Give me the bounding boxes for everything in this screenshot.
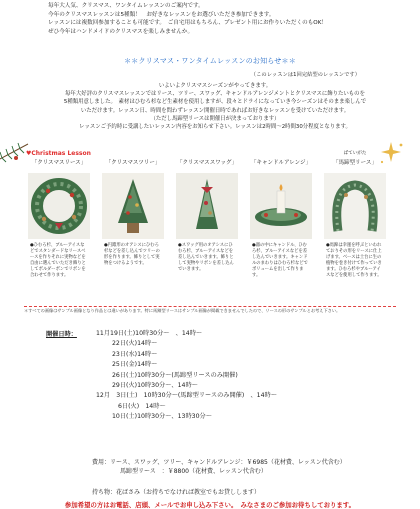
intro-line: 今年のクリスマスレッスンは5種類！ お好きなレッスンをお選びいただき参加できます。: [48, 11, 275, 18]
closing-message: 参加希望の方はお電話、店頭、メールでお申し込み下さい。 みなさまのご参加お待ちしております。: [64, 501, 356, 509]
lesson-desc: ●ひむろ杉、ブルーアイスなどでスタンダードなリースベースを作りそれに実物などを自由に選んでいただき飾りとしてボルダーボンでリボンを合わせて作ります。: [30, 243, 86, 278]
date-line: 22日(火)14時～: [112, 340, 158, 348]
christmas-lesson-label: ♥Christmas Lesson: [26, 150, 91, 157]
lesson-desc: ●器の中にキャンドル、ひむろ杉、ブルーアイスなどを差し込んでいきます。キャンドルのまわりはひむろ杉などでボリュームを出して作ります。: [252, 243, 308, 278]
fee-line: 費用：リース、スワッグ、ツリー、キャンドルアレンジ：￥6985（花材費、レッスン代含む）: [92, 459, 346, 466]
lesson-name: 「馬蹄型リース」: [333, 160, 377, 166]
lesson-card-tree: [102, 159, 164, 267]
fee-line: 馬蹄型リース ：￥8800（花材費、レッスン代含む）: [120, 468, 267, 475]
body-line: レッスンご予約時に受講したいレッスン内容をお知らせ下さい。レッスンは2時間〜2時間30分程度となります。: [79, 124, 351, 131]
date-line: 25日(金)14時～: [112, 361, 158, 369]
section-sub-note: （このレッスンは1回完結型のレッスンです）: [250, 72, 360, 78]
date-line: 10日(土)10時30分～、13時30分～: [112, 413, 212, 421]
dates-list: [96, 329, 277, 423]
lesson-card-wreath: [28, 159, 90, 279]
date-line: 26日(土)10時30分～(馬蹄型リースのみ開催): [112, 371, 238, 379]
lesson-desc: ●円錐形のオアシスにひむろ杉などを差し込んでツリーの形を作ります。飾りとして実物をつけるようです。: [104, 243, 160, 266]
intro-line: レッスンには複数回参加することも可能です。 ご自宅用はもちろん、プレゼント用にお作りいただくのもOK！: [48, 20, 327, 27]
date-line: 11月19日(土)10時30分～ 、14時～: [96, 330, 203, 337]
swag-photo: [176, 173, 238, 239]
sample-image-note: ＊すべての画像はサンプル画像となり作品とは違いがあります。特に馬蹄型リースはサンプル画像が掲載できませんでしたので、リースの形のサンプルとお考え下さい。: [24, 308, 341, 313]
intro-line: 毎年大人気、クリスマス、ワンタイムレッスンのご案内です。: [48, 3, 204, 9]
belongings: 持ち物：花ばさみ（お持ちでなければ教室でもお貸しします）: [92, 489, 260, 496]
lesson-desc: ●スワッグ用のオアシスにひむろ杉、ブルーアイスなどを差し込んでいきます。飾りとして実物やリボンを差し込んでいきます。: [178, 243, 234, 272]
candle-photo: [250, 173, 312, 239]
body-text: [40, 82, 390, 131]
lesson-card-horseshoe: [324, 151, 386, 279]
divider-dashed: [24, 306, 396, 307]
body-line: 5種類用意しました。 素材はひむろ杉など生素材を使用しますが、段々とドライになっていき今シーズンはそのまま楽しんで: [63, 99, 367, 106]
body-line: いよいよクリスマスシーズンがやってきます。: [158, 83, 272, 89]
section-title: ＊＊クリスマス・ワンタイムレッスンのお知らせ＊＊: [124, 57, 296, 65]
body-line: いただけます。レッスン日、時間を問わずレッスン開催日時であればお好きなレッスンを受けていただけます。: [80, 107, 350, 114]
lesson-name: 「クリスマスリース」: [31, 160, 87, 166]
date-line: 6日(火) 14時～: [118, 402, 166, 410]
body-line: 毎年大好評のクリスマスレッスンではリース、ツリー、スワッグ、キャンドルアレンジメントとクリスマスに飾りたいものを: [65, 91, 365, 98]
tree-photo: [102, 173, 164, 239]
lesson-name: 「クリスマスツリー」: [105, 160, 161, 166]
horseshoe-wreath-photo: [324, 173, 386, 239]
lesson-name: 「キャンドルアレンジ」: [250, 160, 311, 166]
dates-heading: 開催日時：: [46, 331, 77, 338]
date-line: 12月 3日(土) 10時30分～(馬蹄型リースのみ開催) 、14時～: [96, 392, 277, 400]
body-line: （ただし馬蹄型リースは開催日が決まっております）: [150, 115, 280, 122]
intro-line: ぜひ今年はハンドメイドのクリスマスを楽しみませんか。: [48, 28, 194, 35]
date-line: 29日(火)10時30分～、14時～: [112, 382, 198, 390]
lesson-name: 「クリスマススワッグ」: [176, 160, 237, 166]
date-line: 23日(水)14時～: [112, 350, 158, 358]
intro-text: [48, 2, 408, 36]
fees: [92, 458, 346, 476]
lesson-card-swag: [176, 159, 238, 273]
lesson-card-candle: [250, 159, 312, 279]
lesson-reading: ばていがた: [343, 151, 367, 156]
wreath-photo: [28, 173, 90, 239]
lesson-desc: ●馬蹄は幸運を呼ぶといわれておりその形をリースに仕上げます。ベースは土台に生の植物を巻き付けて作っていきます。ひむろ杉やブルーアイスなどを使用して作ります。: [326, 243, 382, 278]
